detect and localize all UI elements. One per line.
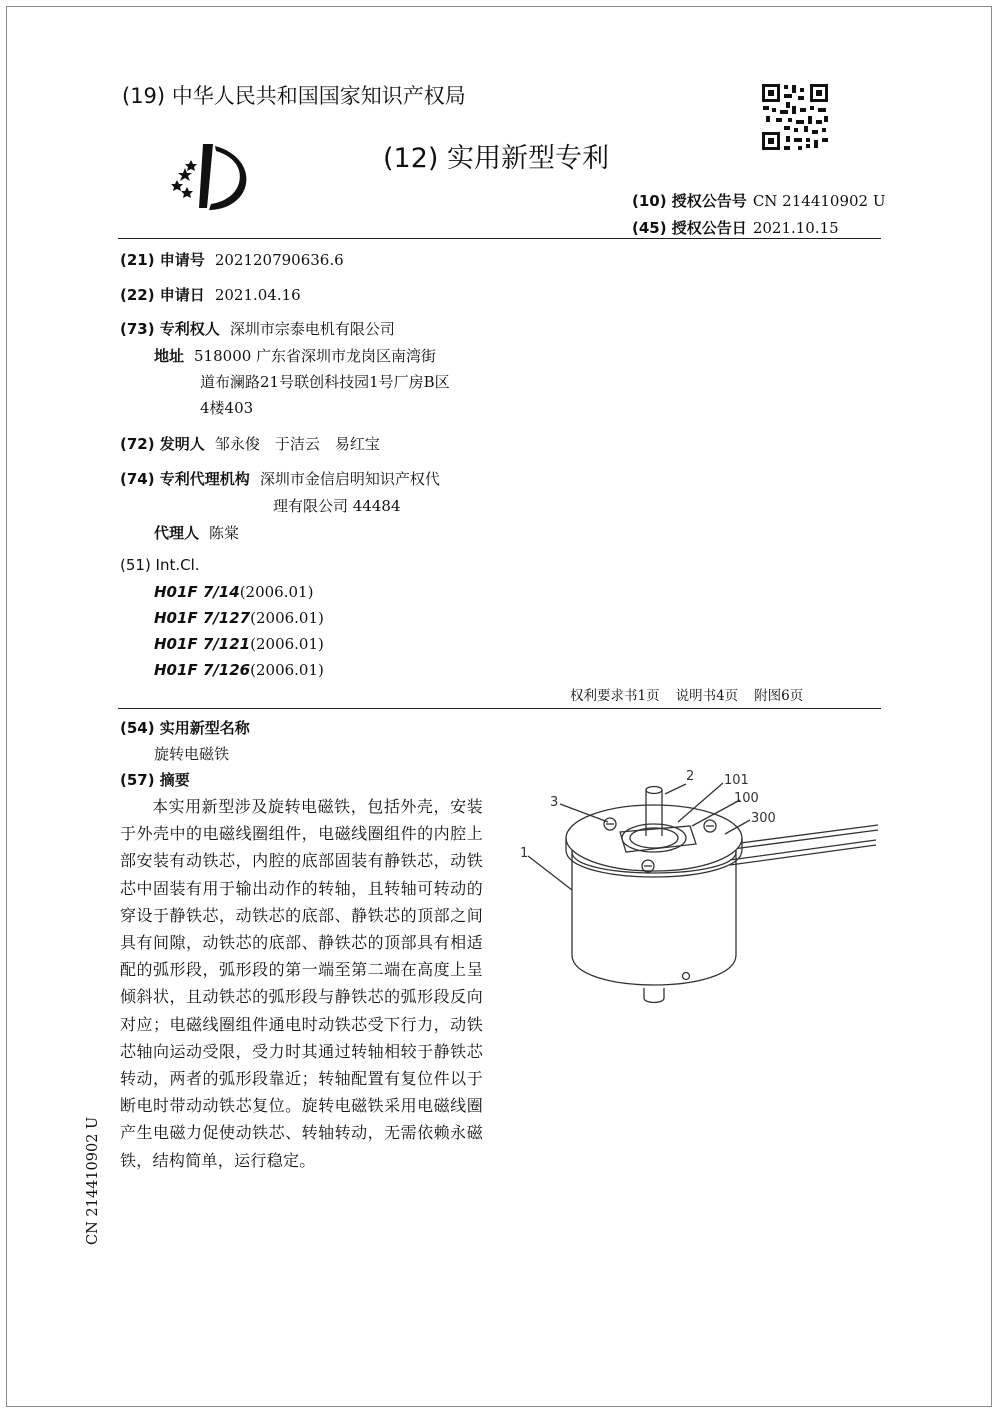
- ipc-code: H01F 7/127: [154, 609, 251, 627]
- agency-line-1: 深圳市金信启明知识产权代: [259, 470, 440, 488]
- ipc-entry: [154, 635, 324, 653]
- address-line-2: 道布澜路21号联创科技园1号厂房B区: [200, 373, 450, 391]
- ipc-entry: [154, 661, 324, 679]
- application-date-label: (22) 申请日: [120, 286, 205, 304]
- application-number-value: 202120790636.6: [214, 251, 344, 269]
- claims-pages: 权利要求书1页: [570, 688, 660, 704]
- application-date: [120, 284, 301, 305]
- ipc-year: (2006.01): [250, 661, 324, 679]
- description-pages: 说明书4页: [675, 688, 739, 704]
- label-2: 2: [686, 769, 695, 784]
- agent: [154, 522, 239, 543]
- abstract-label: (57) 摘要: [120, 771, 190, 789]
- ipc-code: H01F 7/14: [154, 583, 240, 601]
- inventors-label: (72) 发明人: [120, 435, 205, 453]
- int-cl-label: (51) Int.Cl.: [120, 556, 200, 574]
- label-300: 300: [751, 811, 776, 826]
- document-type-title: (12) 实用新型专利: [383, 143, 610, 174]
- address: [154, 345, 436, 366]
- inventors-value: 邹永俊 于洁云 易红宝: [214, 435, 380, 453]
- label-101: 101: [724, 773, 749, 788]
- ipc-year: (2006.01): [250, 609, 324, 627]
- label-3: 3: [550, 795, 559, 810]
- inventors: [120, 433, 380, 454]
- ipc-entry: [154, 583, 313, 601]
- address-line-3: 4楼403: [200, 399, 254, 417]
- agency: [120, 468, 440, 489]
- label-1: 1: [520, 846, 529, 861]
- publication-date-value: 2021.10.15: [752, 219, 839, 237]
- label-100: 100: [734, 791, 759, 806]
- section-divider: [118, 708, 881, 709]
- publication-number-label: (10) 授权公告号: [632, 192, 747, 210]
- ipc-code: H01F 7/121: [154, 635, 251, 653]
- application-number: [120, 249, 344, 270]
- ipc-year: (2006.01): [239, 583, 314, 601]
- ipc-year: (2006.01): [250, 635, 324, 653]
- application-date-value: 2021.04.16: [214, 286, 301, 304]
- abstract-text: 本实用新型涉及旋转电磁铁，包括外壳，安装于外壳中的电磁线圈组件，电磁线圈组件的内腔上部安装有动铁芯，内腔的底部固装有静铁芯，动铁芯中固装有用于输出动作的转轴，且转轴可转动的穿设于静铁芯，动铁芯的底部、静铁芯的顶部之间具有间隙，动铁芯的底部、静铁芯的顶部具有相适配的弧形段，弧形段的第一端至第二端在高度上呈倾斜状，且动铁芯的弧形段与静铁芯的弧形段反向对应；电磁线圈组件通电时动铁芯受下行力，动铁芯轴向运动受限，受力时其通过转轴相较于静铁芯转动，两者的弧形段靠近；转轴配置有复位件以于断电时带动动铁芯复位。旋转电磁铁采用电磁线圈产生电磁力促使动铁芯、转轴转动，无需依赖永磁铁，结构简单，运行稳定。: [120, 797, 483, 1170]
- ipc-entry: [154, 609, 324, 627]
- address-label: 地址: [154, 347, 185, 365]
- office-name: (19) 中华人民共和国国家知识产权局: [122, 84, 466, 108]
- application-number-label: (21) 申请号: [120, 251, 205, 269]
- pages-info: [570, 684, 819, 704]
- device-drawing: [500, 760, 900, 1020]
- figure-pages: 附图6页: [754, 688, 804, 704]
- side-publication-id: CN 214410902 U: [85, 1116, 101, 1245]
- agency-line-2: 理有限公司 44484: [273, 497, 401, 515]
- header-divider: [118, 238, 881, 239]
- agent-label: 代理人: [154, 524, 200, 542]
- page-border: [6, 6, 992, 1407]
- title-label: (54) 实用新型名称: [120, 719, 250, 737]
- patentee-value: 深圳市宗泰电机有限公司: [229, 320, 395, 338]
- ipc-code: H01F 7/126: [154, 661, 251, 679]
- publication-date-label: (45) 授权公告日: [632, 219, 747, 237]
- publication-date: [632, 217, 839, 238]
- agent-value: 陈棠: [209, 524, 240, 542]
- patentee-label: (73) 专利权人: [120, 320, 220, 338]
- agency-label: (74) 专利代理机构: [120, 470, 250, 488]
- publication-number: [632, 190, 885, 211]
- publication-number-value: CN 214410902 U: [752, 192, 886, 210]
- qr-code-icon: [760, 82, 830, 152]
- address-line-1: 518000 广东省深圳市龙岗区南湾街: [194, 347, 437, 365]
- cnipa-logo-icon: [163, 138, 258, 213]
- patentee: [120, 318, 395, 339]
- invention-title: 旋转电磁铁: [154, 745, 230, 763]
